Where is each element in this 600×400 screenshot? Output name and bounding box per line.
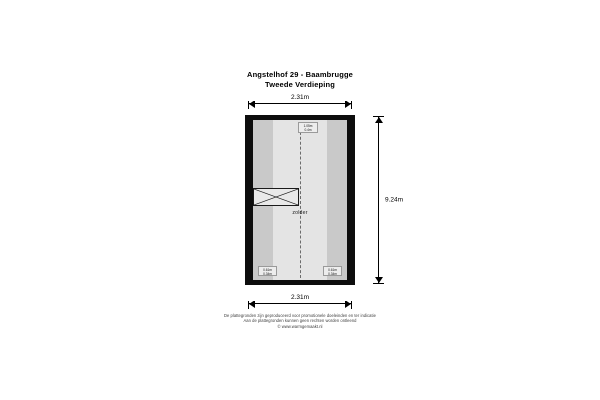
title-address: Angstelhof 29 - Baambrugge <box>247 70 353 79</box>
dimension-line <box>248 303 352 304</box>
floorplan-interior <box>253 120 347 280</box>
footer-line-2: Aan de plattegronden kunnen geen rechten worden ontleend <box>243 318 357 324</box>
note-bottom-left <box>258 266 277 276</box>
note-bottom-right-line1: 0.61m <box>328 268 337 272</box>
title-floor: Tweede Verdieping <box>265 80 335 89</box>
staircase-opening <box>253 188 299 206</box>
dimension-cap-bottom <box>373 283 384 284</box>
footer-line-1: De plattegronden zijn geproduceerd voor promotionele doeleinden en ter indicatie <box>224 313 376 318</box>
dimension-line <box>248 103 352 104</box>
dimension-label-wrap <box>248 294 352 301</box>
footer-disclaimer <box>0 313 600 329</box>
dimension-arrow-bottom <box>375 277 383 283</box>
page-title <box>0 70 600 90</box>
dimension-bottom-label: 2.31m <box>290 294 310 301</box>
note-bottom-right-line2: 0.34m <box>328 272 337 277</box>
dimension-line <box>378 116 379 284</box>
note-top-line1: 1.05m <box>303 124 313 128</box>
dimension-top-label: 2.31m <box>290 94 310 101</box>
floorplan-drawing <box>245 115 355 285</box>
center-axis-dashed-line <box>300 122 301 278</box>
dimension-arrow-top <box>375 117 383 123</box>
dimension-bottom-width <box>248 296 352 310</box>
dimension-right-height <box>371 116 404 284</box>
note-top <box>298 122 318 133</box>
note-bottom-right <box>323 266 342 276</box>
dimension-label-wrap <box>248 94 352 101</box>
attic-slope-right <box>327 120 347 280</box>
room-label-zolder: zolder <box>292 210 308 216</box>
stair-hatch-icon <box>254 189 298 205</box>
footer-line-3: © www.warmgemaakt.nl <box>277 323 323 329</box>
dimension-top-width <box>248 96 352 110</box>
note-top-line2: 0.4m <box>304 128 312 133</box>
dimension-right-label: 9.24m <box>385 196 404 204</box>
note-bottom-left-line1: 0.61m <box>263 268 272 272</box>
note-bottom-left-line2: 0.34m <box>263 272 272 277</box>
